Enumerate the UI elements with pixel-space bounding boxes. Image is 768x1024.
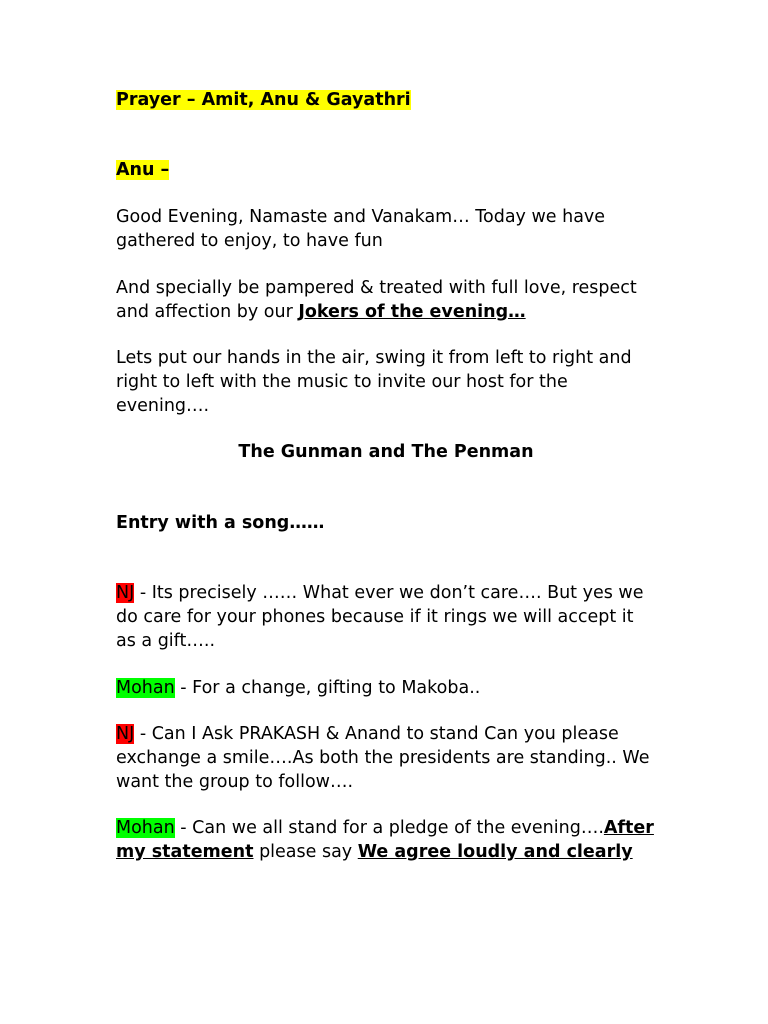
jokers-emphasis: Jokers of the evening… (298, 302, 526, 322)
dialogue-line (116, 722, 656, 794)
after-statement-emphasis: After my statement (116, 818, 654, 862)
dialogue-line (116, 816, 656, 864)
anu-label-text: Anu – (116, 160, 170, 180)
prayer-heading-text: Prayer – Amit, Anu & Gayathri (116, 90, 411, 110)
dialogue-text: - Can we all stand for a pledge of the evening…. (174, 818, 604, 838)
paragraph-hands: Lets put our hands in the air, swing it from left to right and right to left with the music to invite our host for the evening…. (116, 348, 632, 416)
dialogue-text: - Can I Ask PRAKASH & Anand to stand Can you please exchange a smile….As both the presidents are standing.. We want the group to follow…. (116, 724, 650, 792)
prayer-heading (116, 88, 656, 112)
speaker-tag-mohan: Mohan (116, 678, 175, 698)
dialogue-text: - Its precisely …… What ever we don’t care…. But yes we do care for your phones because if it rings we will accept it as a gift….. (116, 583, 644, 651)
entry-song: Entry with a song…… (116, 513, 325, 533)
dialogue-text-mid: please say (253, 842, 358, 862)
speaker-tag-nj: NJ (116, 583, 135, 603)
dialogue-text: - For a change, gifting to Makoba.. (174, 678, 481, 698)
paragraph-pampered-text: And specially be pampered & treated with full love, respect and affection by our (116, 278, 637, 322)
anu-label (116, 158, 656, 182)
speaker-tag-mohan: Mohan (116, 818, 175, 838)
we-agree-emphasis: We agree loudly and clearly (357, 842, 633, 862)
center-title: The Gunman and The Penman (238, 442, 534, 462)
dialogue-line (116, 581, 656, 653)
speaker-tag-nj: NJ (116, 724, 135, 744)
dialogue-line (116, 676, 656, 700)
paragraph-pampered (116, 276, 656, 324)
paragraph-greeting: Good Evening, Namaste and Vanakam… Today we have gathered to enjoy, to have fun (116, 207, 606, 251)
